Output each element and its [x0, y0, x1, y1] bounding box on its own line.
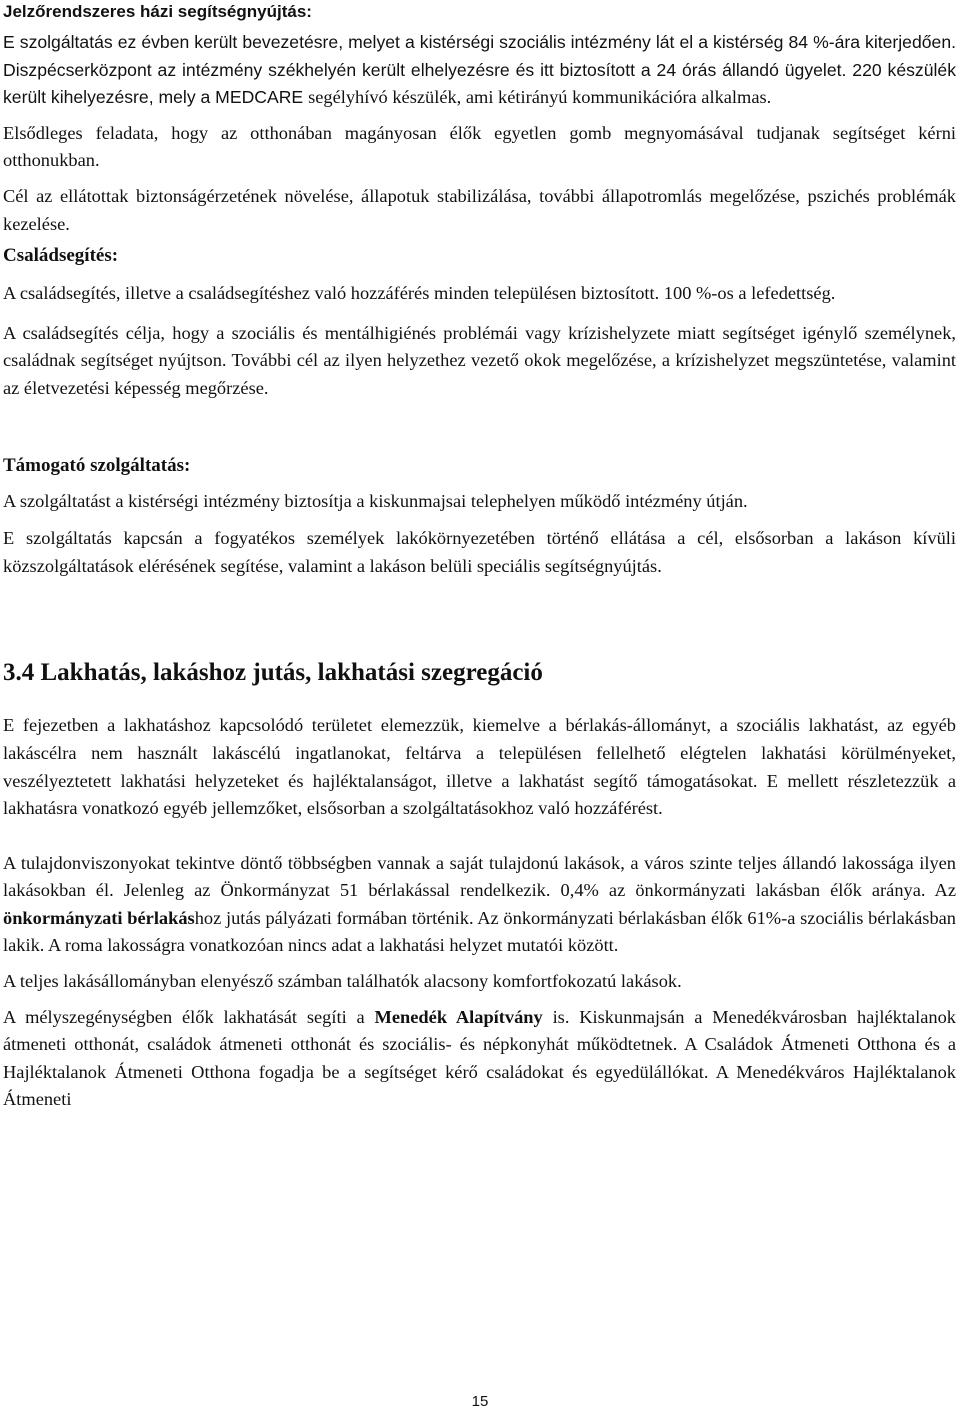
paragraph-jelzorendszer-1 — [3, 29, 956, 112]
section-title: 3.4 Lakhatás, lakáshoz jutás, lakhatási szegregáció — [3, 659, 543, 687]
heading-jelzorendszer: Jelzőrendszeres házi segítségnyújtás: — [3, 2, 312, 21]
paragraph-lakhatas-4 — [3, 1004, 956, 1114]
document-body — [3, 0, 956, 1114]
paragraph-csaladsegites-2: A családsegítés célja, hogy a szociális és mentálhigiénés problémái vagy krízishelyzete miatt segítséget igénylő személynek, családnak segítséget nyújtson. További cél az ilyen helyzethez vezető okok megelőzése, a krízishelyzet megszüntetése, valamint az életvezetési képesség megőrzése. — [3, 322, 956, 398]
heading-csaladsegites: Családsegítés: — [3, 245, 119, 267]
bold-onkormanyzati-berlakas: önkormányzati bérlakás — [3, 907, 195, 928]
paragraph-jelzorendszer-2: Elsődleges feladata, hogy az otthonában magányosan élők egyetlen gomb megnyomásával tudjanak segítséget kérni otthonukban. — [3, 122, 956, 171]
bold-menedek-alapitvany: Menedék Alapítvány — [374, 1006, 543, 1027]
paragraph-lakhatas-1: E fejezetben a lakhatáshoz kapcsolódó területet elemezzük, kiemelve a bérlakás-állományt, a szociális lakhatást, az egyéb lakáscélra nem használt lakáscélú ingatlanokat, feltárva a településen fellelhető elégtelen lakhatási körülményeket, veszélyeztetett lakhatási helyzeteket és hajléktalanságot, illetve a lakhatást segítő támogatásokat. E mellett részletezzük a lakhatásra vonatkozó egyéb jellemzőket, elsősorban a szolgáltatásokhoz való hozzáférést. — [3, 715, 956, 819]
paragraph-jelzorendszer-1-a: E szolgáltatás ez évben került bevezetésre, melyet a kistérségi szociális intézmény lát el a kistérség 84 %-ára kiterjedően. Diszpécserközpont az intézmény székhelyén került elhelyezésre és itt biztosított a 24 órás állandó ügyelet. 220 készülék került kihelyezésre, mely a MEDCARE — [3, 32, 956, 108]
paragraph-tamogato-1: A szolgáltatást a kistérségi intézmény biztosítja a kiskunmajsai telephelyen működő intézmény útján. — [3, 490, 748, 511]
paragraph-lakhatas-2-a: A tulajdonviszonyokat tekintve döntő többségben vannak a saját tulajdonú lakások, a város szinte teljes állandó lakossága ilyen lakásokban él. Jelenleg az Önkormányzat 51 bérlakással rendelkezik. 0,4% az önkormányzati lakásban élők aránya. Az — [3, 852, 956, 901]
paragraph-jelzorendszer-3: Cél az ellátottak biztonságérzetének növelése, állapotuk stabilizálása, további állapotromlás megelőzése, pszichés problémák kezelése. — [3, 185, 956, 234]
heading-tamogato: Támogató szolgáltatás: — [3, 454, 191, 476]
paragraph-lakhatas-2-c: hoz jutás pályázati formában történik. Az önkormányzati bérlakásban élők 61%-a szociális bérlakásban lakik. A roma lakosságra vonatkozóan nincs adat a lakhatási helyzet mutatói között. — [3, 907, 956, 956]
paragraph-lakhatas-4-a: A mélyszegénységben élők lakhatását segíti a — [3, 1006, 375, 1027]
paragraph-lakhatas-4-c: is. Kiskunmajsán a Menedékvárosban hajléktalanok átmeneti otthonát, családok átmeneti otthonát és szociális- és népkonyhát működtetnek. A Családok Átmeneti Otthona és a Hajléktalanok Átmeneti Otthona fogadja be a segítséget kérő családokat és egyedülállókat. A Menedékváros Hajléktalanok Átmeneti — [3, 1006, 957, 1110]
paragraph-tamogato-2: E szolgáltatás kapcsán a fogyatékos személyek lakókörnyezetében történő ellátása a cél, elsősorban a lakáson kívüli közszolgáltatások elérésének segítése, valamint a lakáson belüli speciális segítségnyújtás. — [3, 528, 956, 576]
paragraph-csaladsegites-1: A családsegítés, illetve a családsegítéshez való hozzáférés minden településen biztosított. 100 %-os a lefedettség. — [3, 283, 836, 304]
page-number: 15 — [471, 1393, 489, 1410]
paragraph-lakhatas-2 — [3, 850, 956, 960]
paragraph-lakhatas-3: A teljes lakásállományban elenyésző számban találhatók alacsony komfortfokozatú lakások. — [3, 971, 682, 992]
paragraph-jelzorendszer-1-b: segélyhívó készülék, ami kétirányú kommunikációra alkalmas. — [308, 87, 772, 108]
